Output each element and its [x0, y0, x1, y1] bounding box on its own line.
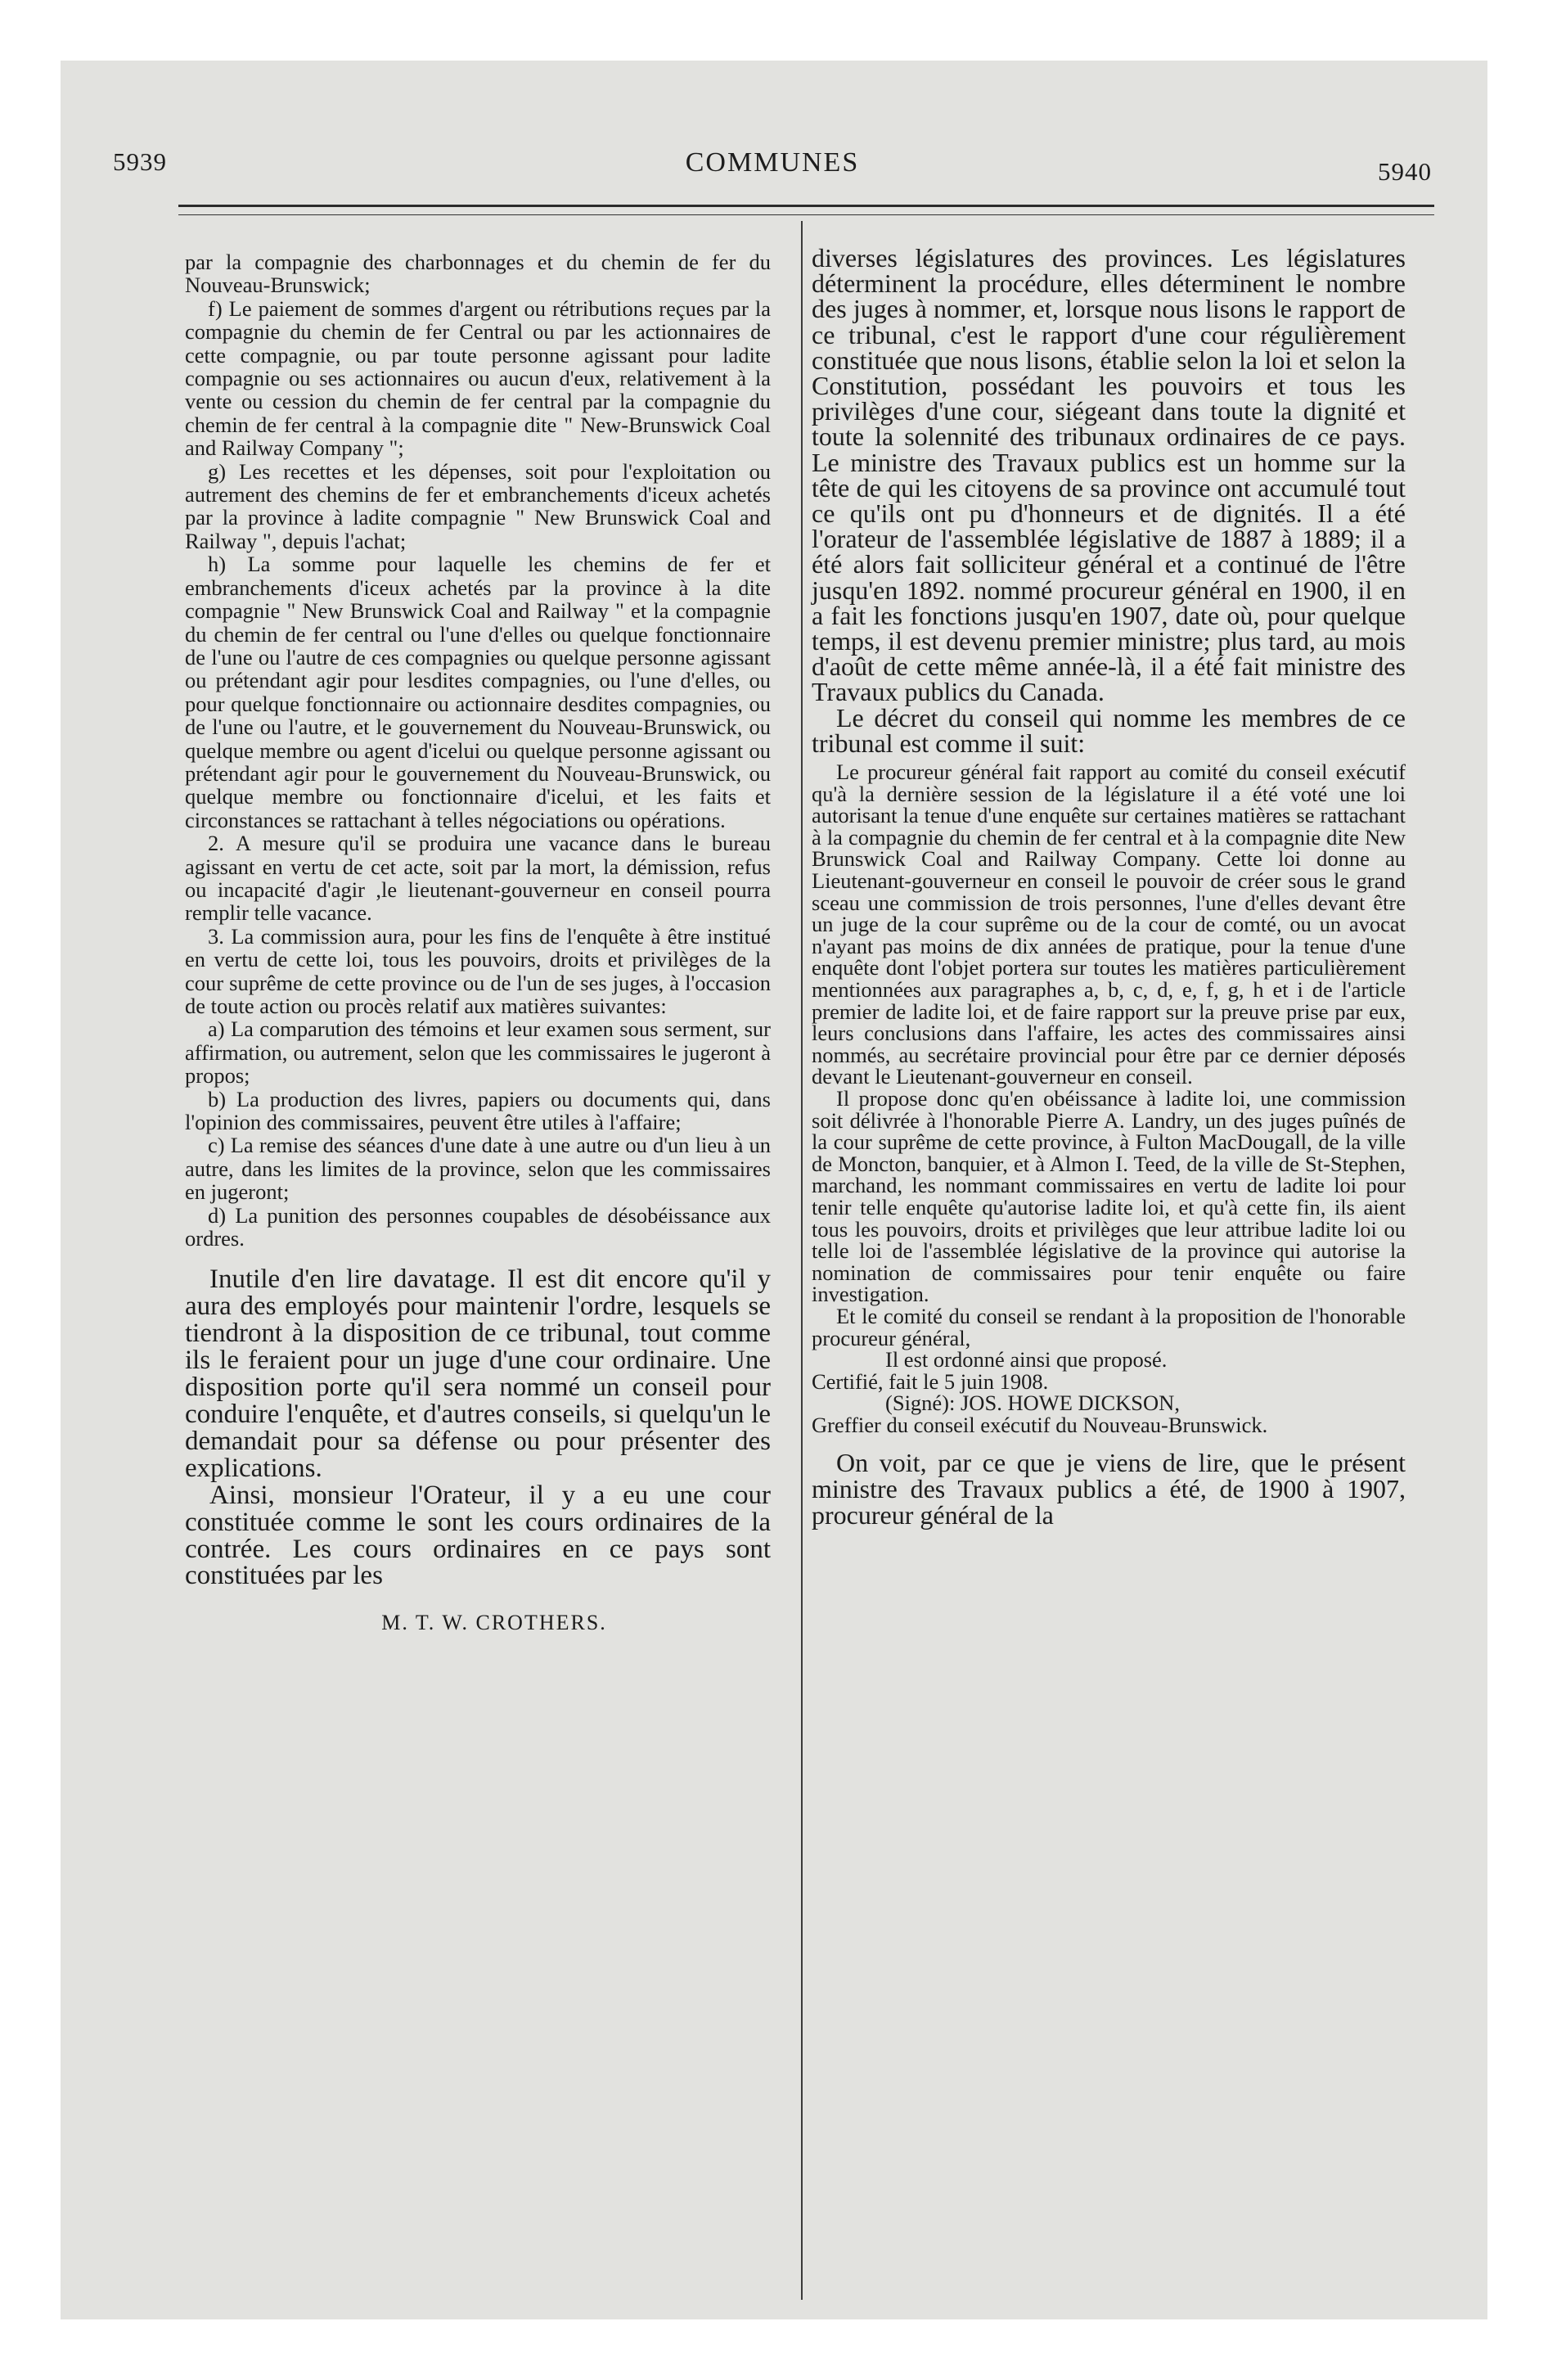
speech-paragraph: Le décret du conseil qui nomme les membres de ce tribunal est comme il suit:: [812, 702, 1406, 758]
council-paragraph: Il est ordonné ainsi que proposé.: [885, 1347, 1168, 1373]
certification-line: Certifié, fait le 5 juin 1908.: [812, 1368, 1049, 1394]
speech-paragraph: diverses législatures des provinces. Les législatures déterminent la procédure, elles déterminent le nombre des juges à nommer, et, lorsque nous lisons le rapport de ce tribunal, c'est le rapport d'une cour régulièrement constituée que nous lisons, établie selon la loi et selon la Constitution, possédant les pouvoirs et tous les privilèges d'une cour, siégeant dans toute la dignité et toute la solennité des tribunaux ordinaires de ce pays. Le ministre des Travaux publics est un homme sur la tête de qui les citoyens de sa province ont accumulé tout ce qu'ils ont pu d'honneurs et de dignités. Il a été l'orateur de l'assemblée législative de 1887 à 1889; il a été alors fait solliciteur général et a continué de l'être jusqu'en 1892. nommé procureur général en 1900, il en a fait les fonctions jusqu'en 1907, date où, pour quelque temps, il est devenu premier ministre; plus tard, au mois d'août de cette même année-là, il a été fait ministre des Travaux publics du Canada.: [812, 243, 1406, 707]
council-paragraph: Il propose donc qu'en obéissance à ladite loi, une commission soit délivrée à l'honorable Pierre A. Landry, un des juges puînés de la cour suprême de cette province, à Fulton MacDougall, de la ville de Moncton, banquier, et à Almon I. Teed, de la ville de St-Stephen, marchand, les nommant commissaires en vertu de ladite loi pour tenir telle enquête qu'autorise ladite loi, et qu'à cette fin, ils aient tous les pouvoirs, droits et privilèges que leur attribue ladite loi ou telle loi de l'assemblée législative de la province qui autorise la nomination de commissaires pour tenir enquête ou faire investigation.: [812, 1085, 1406, 1307]
speech-paragraph: On voit, par ce que je viens de lire, que le présent ministre des Travaux publics a été, de 1900 à 1907, procureur général de la: [812, 1448, 1406, 1530]
quote-paragraph: 3. La commission aura, pour les fins de l'enquête à être institué en vertu de cette loi, tous les pouvoirs, droits et privilèges de la cour suprême de cette province ou de l'un de ses juges, à l'occasion de toute action ou procès relatif aux matières suivantes:: [185, 923, 771, 1018]
quote-paragraph: par la compagnie des charbonnages et du chemin de fer du Nouveau-Brunswick;: [185, 250, 771, 298]
quote-paragraph: h) La somme pour laquelle les chemins de fer et embranchements d'iceux achetés par la province à la dite compagnie " New Brunswick Coal and Railway " et la compagnie du chemin de fer central ou l'une d'elles ou quelque fonctionnaire de l'une ou l'autre de ces compagnies ou quelque personne agissant ou prétendant agir pour lesdites compagnies, ou l'une d'elles, ou pour quelque fonctionnaire ou actionnaire desdites compagnies, ou de l'une ou l'autre, et le gouvernement du Nouveau-Brunswick, ou quelque membre ou agent d'icelui ou quelque personne agissant ou prétendant agir pour le gouvernement du Nouveau-Brunswick, ou quelque membre ou fonctionnaire d'icelui, et les faits et circonstances se rattachant à telles négociations ou opérations.: [185, 552, 771, 832]
quote-paragraph: f) Le paiement de sommes d'argent ou rétributions reçues par la compagnie du chemin de fer Central ou par les actionnaires de cette compagnie, ou par toute personne agissant pour ladite compagnie ou ses actionnaires ou aucun d'eux, relativement à la vente ou cession du chemin de fer central par la compagnie du chemin de fer central à la compagnie dite " New-Brunswick Coal and Railway Company ";: [185, 295, 771, 461]
speech-text: [185, 1266, 771, 1589]
quote-paragraph: 2. A mesure qu'il se produira une vacance dans le bureau agissant en vertu de cet acte, soit par la mort, la démission, refus ou incapacité d'agir ,le lieutenant-gouverneur en conseil pourra remplir telle vacance.: [185, 831, 771, 926]
quote-paragraph: b) La production des livres, papiers ou documents qui, dans l'opinion des commissaires, peuvent être utiles à l'affaire;: [185, 1086, 771, 1135]
speaker-name: M. T. W. CROTHERS.: [381, 1611, 607, 1635]
page-header: [113, 147, 1432, 196]
speech-resumed: [812, 1450, 1406, 1528]
quote-paragraph: c) La remise des séances d'une date à une autre ou d'un lieu à un autre, dans les limites de la province, selon que les commissaires en jugeront;: [185, 1133, 771, 1205]
quoted-act-text: [185, 250, 771, 1250]
council-paragraph: Le procureur général fait rapport au comité du conseil exécutif qu'à la dernière session de la législature il a été voté une loi autorisant la tenue d'une enquête sur certaines matières se rattachant à la compagnie du chemin de fer central et à la compagnie dite New Brunswick Coal and Railway Company. Cette loi donne au Lieutenant-gouverneur en conseil le pouvoir de créer sous le grand sceau une commission de trois personnes, l'une d'elles devant être un juge de la cour suprême ou de la cour de comté, ou un avocat n'ayant pas moins de dix années de pratique, pour la tenue d'une enquête dont l'objet portera sur toutes les matières particulièrement mentionnées aux paragraphes a, b, c, d, e, f, g, h et i de l'article premier de ladite loi, et de faire rapport sur la preuve prise par eux, leurs conclusions dans l'affaire, les actes des commissaires ainsi nommés, au secrétaire provincial pour être par ce dernier déposés devant le Lieutenant-gouverneur en conseil.: [812, 760, 1406, 1089]
speech-continued: [812, 243, 1406, 758]
council-paragraph: Et le comité du conseil se rendant à la proposition de l'honorable procureur général,: [812, 1303, 1406, 1350]
speech-paragraph: Ainsi, monsieur l'Orateur, il y a eu une cour constituée comme le sont les cours ordinaires de la contrée. Les cours ordinaires en ce pays sont constituées par les: [185, 1480, 771, 1591]
signature-line: (Signé): JOS. HOWE DICKSON,: [885, 1391, 1180, 1416]
clerk-title: Greffier du conseil exécutif du Nouveau-Brunswick.: [812, 1412, 1268, 1437]
quote-paragraph: d) La punition des personnes coupables de désobéissance aux ordres.: [185, 1202, 771, 1251]
column-divider: [801, 221, 803, 2300]
header-rule-thick: [178, 205, 1434, 207]
right-column: [812, 243, 1406, 1530]
header-rule-thin: [178, 214, 1434, 215]
left-column: [185, 250, 771, 1635]
quote-paragraph: g) Les recettes et les dépenses, soit pour l'exploitation ou autrement des chemins de fer et embranchements d'iceux achetés par la province à ladite compagnie " New Brunswick Coal and Railway ", depuis l'achat;: [185, 458, 771, 553]
page-number-right: 5940: [1378, 157, 1432, 186]
speech-paragraph: Inutile d'en lire davatage. Il est dit encore qu'il y aura des employés pour maintenir l'ordre, lesquels se tiendront à la disposition de ce tribunal, tout comme ils le feraient pour un juge d'une cour ordinaire. Une disposition porte qu'il sera nommé un conseil pour conduire l'enquête, et d'autres conseils, si quelqu'un le demandait pour sa défense ou pour présenter des explications.: [185, 1264, 771, 1483]
running-title: COMMUNES: [685, 147, 860, 178]
page-number-left: 5939: [113, 147, 167, 176]
order-in-council-text: [812, 761, 1406, 1436]
quote-paragraph: a) La comparution des témoins et leur examen sous serment, sur affirmation, ou autrement, selon que les commissaires le jugeront à propos;: [185, 1016, 771, 1089]
